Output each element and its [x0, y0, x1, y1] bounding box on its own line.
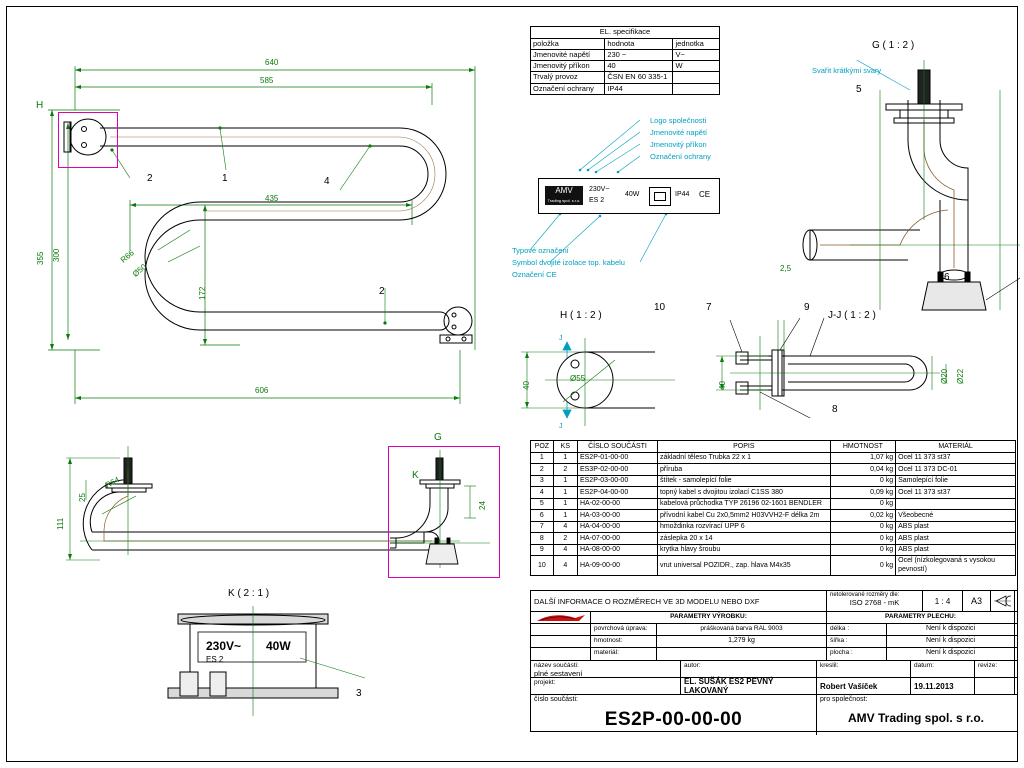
bom-r5-w: 0,02 kg — [830, 510, 895, 522]
table-row — [531, 556, 1016, 576]
bom-r6-ks: 4 — [553, 521, 577, 533]
callout-voltage: Jmenovité napětí — [650, 128, 708, 137]
bom-r9-desc: vrut universal POZIDR., zap. hlava M4x35 — [657, 556, 830, 576]
bom-head-1: KS — [553, 441, 577, 453]
plate-type: ES 2 — [589, 197, 605, 204]
view-h-drawing — [505, 330, 685, 440]
material-value — [657, 648, 827, 660]
svg-text:J: J — [559, 335, 563, 342]
tolerance-label: netolerované rozměry dle: — [830, 592, 900, 598]
dim-640: 640 — [265, 58, 279, 67]
bom-r2-num: ES2P-03-00-00 — [577, 475, 657, 487]
length-value: Není k dispozici — [887, 624, 1015, 635]
svg-text:ES 2: ES 2 — [206, 655, 224, 664]
title-block — [530, 590, 1018, 732]
material-label: materiál: — [591, 648, 657, 660]
bom-r3-mat: Ocel 11 373 st37 — [896, 487, 1016, 499]
svg-text:230V~: 230V~ — [206, 639, 242, 653]
drawn-label: kreslil: — [817, 661, 911, 677]
project-value: EL. SUŠÁK ES2 PEVNÝ LAKOVANÝ — [681, 678, 817, 694]
spec-caption: EL. specifikace — [531, 27, 720, 39]
dim-jj-40: 40 — [718, 381, 727, 390]
table-row — [531, 475, 1016, 487]
detail-g-drawing — [390, 448, 500, 576]
callout-insulation: Symbol dvojité izolace top. kabelu — [512, 258, 625, 267]
part-name-value: plné sestavení — [534, 669, 583, 678]
table-row — [531, 533, 1016, 545]
company-logo-icon — [531, 612, 591, 623]
bom-r6-desc: hmoždinka rozvírací UPP 6 — [657, 521, 830, 533]
spec-r2c2 — [673, 72, 720, 83]
bom-r0-ks: 1 — [553, 452, 577, 464]
plate-logo-text: AMV — [555, 186, 573, 195]
spec-head-0: položka — [531, 39, 605, 50]
bom-r0-mat: Ocel 11 373 st37 — [896, 452, 1016, 464]
table-row — [531, 544, 1016, 556]
for-company-label: pro společnost: — [820, 696, 868, 703]
plate-logo — [545, 186, 583, 205]
bom-r4-poz: 5 — [531, 498, 554, 510]
weight-value: 1,279 kg — [657, 636, 827, 647]
product-label-plate — [538, 178, 720, 214]
balloon-8: 8 — [832, 404, 838, 415]
bom-r7-poz: 8 — [531, 533, 554, 545]
dim-355: 355 — [36, 251, 45, 265]
dim-jj-d22: Ø22 — [956, 368, 965, 384]
spec-r3c0: Označení ochrany — [531, 83, 605, 94]
bom-r4-num: HA-02-00-00 — [577, 498, 657, 510]
balloon-2b: 2 — [379, 286, 385, 297]
bom-r1-poz: 2 — [531, 464, 554, 476]
weld-note: Svařit krátkými svary — [812, 66, 882, 75]
bom-r6-num: HA-04-00-00 — [577, 521, 657, 533]
bom-r8-num: HA-08-00-00 — [577, 544, 657, 556]
detail-label-g: G — [434, 432, 442, 443]
weight-label: hmotnost: — [591, 636, 657, 647]
surface-label: povrchová úprava: — [591, 624, 657, 635]
date-value: 19.11.2013 — [911, 678, 975, 694]
view-k-title: K ( 2 : 1 ) — [228, 588, 270, 599]
dim-jj-d20: Ø20 — [940, 368, 949, 384]
bom-r6-mat: ABS plast — [896, 521, 1016, 533]
bom-r3-ks: 1 — [553, 487, 577, 499]
bom-r2-mat: Samolepící folie — [896, 475, 1016, 487]
dim-h-40: 40 — [522, 381, 531, 390]
bom-r4-w: 0 kg — [830, 498, 895, 510]
bom-r1-ks: 2 — [553, 464, 577, 476]
bom-r0-num: ES2P-01-00-00 — [577, 452, 657, 464]
dim-side-111: 111 — [56, 517, 65, 530]
bom-r5-ks: 1 — [553, 510, 577, 522]
main-view-drawing — [40, 50, 520, 430]
table-row — [531, 487, 1016, 499]
bom-r2-ks: 1 — [553, 475, 577, 487]
part-name-label: název součásti: — [534, 662, 579, 669]
balloon-6: 6 — [944, 272, 950, 283]
balloon-4: 4 — [324, 176, 330, 187]
view-jj-drawing — [700, 300, 1000, 440]
area-value: Není k dispozici — [887, 648, 1015, 660]
bom-head-2: ČÍSLO SOUČÁSTI — [577, 441, 657, 453]
table-row — [531, 521, 1016, 533]
drawn-value: Robert Vašíček — [817, 678, 911, 694]
balloon-1: 1 — [222, 173, 228, 184]
bom-head-0: POZ — [531, 441, 554, 453]
dim-side-25: 25 — [78, 493, 87, 502]
view-g-drawing — [790, 60, 1020, 320]
bom-r1-desc: příruba — [657, 464, 830, 476]
dim-300: 300 — [52, 248, 61, 262]
view-g-title: G ( 1 : 2 ) — [872, 40, 915, 51]
balloon-3: 3 — [356, 688, 362, 699]
view-h-title: H ( 1 : 2 ) — [560, 310, 602, 321]
plate-ce-icon: CE — [699, 190, 711, 199]
svg-text:J: J — [559, 423, 563, 430]
bom-r9-num: HA-09-00-00 — [577, 556, 657, 576]
dim-606: 606 — [255, 386, 269, 395]
note-3d: DALŠÍ INFORMACE O ROZMĚRECH VE 3D MODELU NEBO DXF — [531, 591, 827, 611]
spec-r0c2: V~ — [673, 50, 720, 61]
balloon-5: 5 — [856, 84, 862, 95]
dim-d50: Ø50 — [130, 262, 149, 279]
view-jj-title: J-J ( 1 : 2 ) — [828, 310, 876, 321]
params-product-label: PARAMETRY VÝROBKU: — [591, 612, 827, 623]
bom-r3-num: ES2P-04-00-00 — [577, 487, 657, 499]
spec-r0c0: Jmenovité napětí — [531, 50, 605, 61]
projection-symbol-icon — [991, 591, 1015, 611]
params-sheet-label: PARAMETRY PLECHU: — [827, 612, 1015, 623]
bom-r3-desc: topný kabel s dvojitou izolací C1SS 380 — [657, 487, 830, 499]
detail-label-h: H — [36, 100, 44, 111]
bom-r7-ks: 2 — [553, 533, 577, 545]
bom-r4-desc: kabelová průchodka TYP 26196 02-1601 BENDLER — [657, 498, 830, 510]
bom-r5-mat: Všeobecné — [896, 510, 1016, 522]
detail-k-drawing — [150, 606, 380, 726]
bom-r2-poz: 3 — [531, 475, 554, 487]
bom-r7-num: HA-07-00-00 — [577, 533, 657, 545]
dim-435: 435 — [265, 194, 279, 203]
detail-box-h — [58, 112, 118, 168]
length-label: délka : — [827, 624, 887, 635]
plate-logo-sub: Trading spol. s.r.o. — [547, 198, 581, 203]
callout-type: Typové označení — [512, 246, 569, 255]
tolerance-value: ISO 2768 - mK — [849, 598, 900, 607]
spec-table — [530, 26, 720, 95]
dim-172: 172 — [198, 286, 207, 300]
bom-r7-w: 0 kg — [830, 533, 895, 545]
format-value: A3 — [963, 591, 991, 611]
bom-r8-desc: krytka hlavy šroubu — [657, 544, 830, 556]
table-row — [531, 452, 1016, 464]
bom-head-5: MATERIÁL — [896, 441, 1016, 453]
bom-r9-poz: 10 — [531, 556, 554, 576]
drawing-number: ES2P-00-00-00 — [604, 709, 743, 730]
bom-r1-num: ES3P-02-00-00 — [577, 464, 657, 476]
bom-r3-w: 0,09 kg — [830, 487, 895, 499]
bom-r6-w: 0 kg — [830, 521, 895, 533]
svg-text:40W: 40W — [266, 639, 291, 653]
bom-r9-ks: 4 — [553, 556, 577, 576]
callout-ip: Označení ochrany — [650, 152, 711, 161]
bom-r1-w: 0,04 kg — [830, 464, 895, 476]
spec-r3c1: IP44 — [605, 83, 673, 94]
bom-r2-w: 0 kg — [830, 475, 895, 487]
spec-r1c1: 40 — [605, 61, 673, 72]
bom-table — [530, 440, 1016, 576]
project-label: projekt: — [534, 679, 556, 686]
dim-585: 585 — [260, 76, 274, 85]
surface-value: práškovaná barva RAL 9003 — [657, 624, 827, 635]
plate-voltage: 230V~ — [589, 186, 610, 193]
spec-r3c2 — [673, 83, 720, 94]
callout-ce: Označení CE — [512, 270, 557, 279]
bom-head-4: HMOTNOST — [830, 441, 895, 453]
detail-label-k: K — [412, 470, 419, 481]
rev-value — [975, 678, 1015, 694]
dim-side-24: 24 — [478, 501, 487, 510]
spec-r1c0: Jmenovitý příkon — [531, 61, 605, 72]
bom-head-3: POPIS — [657, 441, 830, 453]
spec-head-1: hodnota — [605, 39, 673, 50]
bom-r8-ks: 4 — [553, 544, 577, 556]
table-row — [531, 464, 1016, 476]
bom-r4-ks: 1 — [553, 498, 577, 510]
table-row — [531, 498, 1016, 510]
bom-r7-mat: ABS plast — [896, 533, 1016, 545]
spec-head-2: jednotka — [673, 39, 720, 50]
bom-r9-mat: Ocel (nízkolegovaná s vysokou pevností) — [896, 556, 1016, 576]
balloon-10: 10 — [654, 302, 666, 313]
bom-r6-poz: 7 — [531, 521, 554, 533]
width-value: Není k dispozici — [887, 636, 1015, 647]
callout-logo: Logo společnosti — [650, 116, 707, 125]
bom-r8-poz: 9 — [531, 544, 554, 556]
author-label: autor: — [681, 661, 817, 677]
bom-r0-poz: 1 — [531, 452, 554, 464]
dim-side-r64: R64 — [103, 475, 121, 490]
plate-double-insulation-icon — [649, 187, 671, 206]
bom-r5-desc: přívodní kabel Cu 2x0,5mm2 H03VVH2-F délka 2m — [657, 510, 830, 522]
balloon-9: 9 — [804, 302, 810, 313]
spec-r0c1: 230 ~ — [605, 50, 673, 61]
table-row — [531, 510, 1016, 522]
plate-ip: IP44 — [675, 191, 690, 198]
number-label: číslo součásti: — [534, 696, 578, 703]
bom-r0-w: 1,07 kg — [830, 452, 895, 464]
callout-power: Jmenovitý příkon — [650, 140, 707, 149]
width-label: šířka : — [827, 636, 887, 647]
bom-r5-poz: 6 — [531, 510, 554, 522]
bom-r8-w: 0 kg — [830, 544, 895, 556]
balloon-2: 2 — [147, 173, 153, 184]
rev-label: revize: — [975, 661, 1015, 677]
dim-h-d55: Ø55 — [570, 374, 586, 383]
spec-r1c2: W — [673, 61, 720, 72]
dim-jj-25: 2,5 — [780, 264, 792, 273]
spec-r2c1: ČSN EN 60 335-1 — [605, 72, 673, 83]
bom-r5-num: HA-03-00-00 — [577, 510, 657, 522]
bom-r2-desc: štítek - samolepící folie — [657, 475, 830, 487]
bom-r8-mat: ABS plast — [896, 544, 1016, 556]
plate-power: 40W — [625, 191, 640, 198]
spec-r2c0: Trvalý provoz — [531, 72, 605, 83]
company-name: AMV Trading spol. s r.o. — [847, 711, 985, 725]
balloon-7: 7 — [706, 302, 712, 313]
bom-r4-mat — [896, 498, 1016, 510]
bom-r3-poz: 4 — [531, 487, 554, 499]
area-label: plocha : — [827, 648, 887, 660]
date-label: datum: — [911, 661, 975, 677]
bom-r1-mat: Ocel 11 373 DC-01 — [896, 464, 1016, 476]
bom-r0-desc: základní těleso Trubka 22 x 1 — [657, 452, 830, 464]
dim-r66: R66 — [118, 248, 136, 265]
bom-r9-w: 0 kg — [830, 556, 895, 576]
scale-value: 1 : 4 — [923, 591, 963, 611]
bom-r7-desc: záslepka 20 x 14 — [657, 533, 830, 545]
